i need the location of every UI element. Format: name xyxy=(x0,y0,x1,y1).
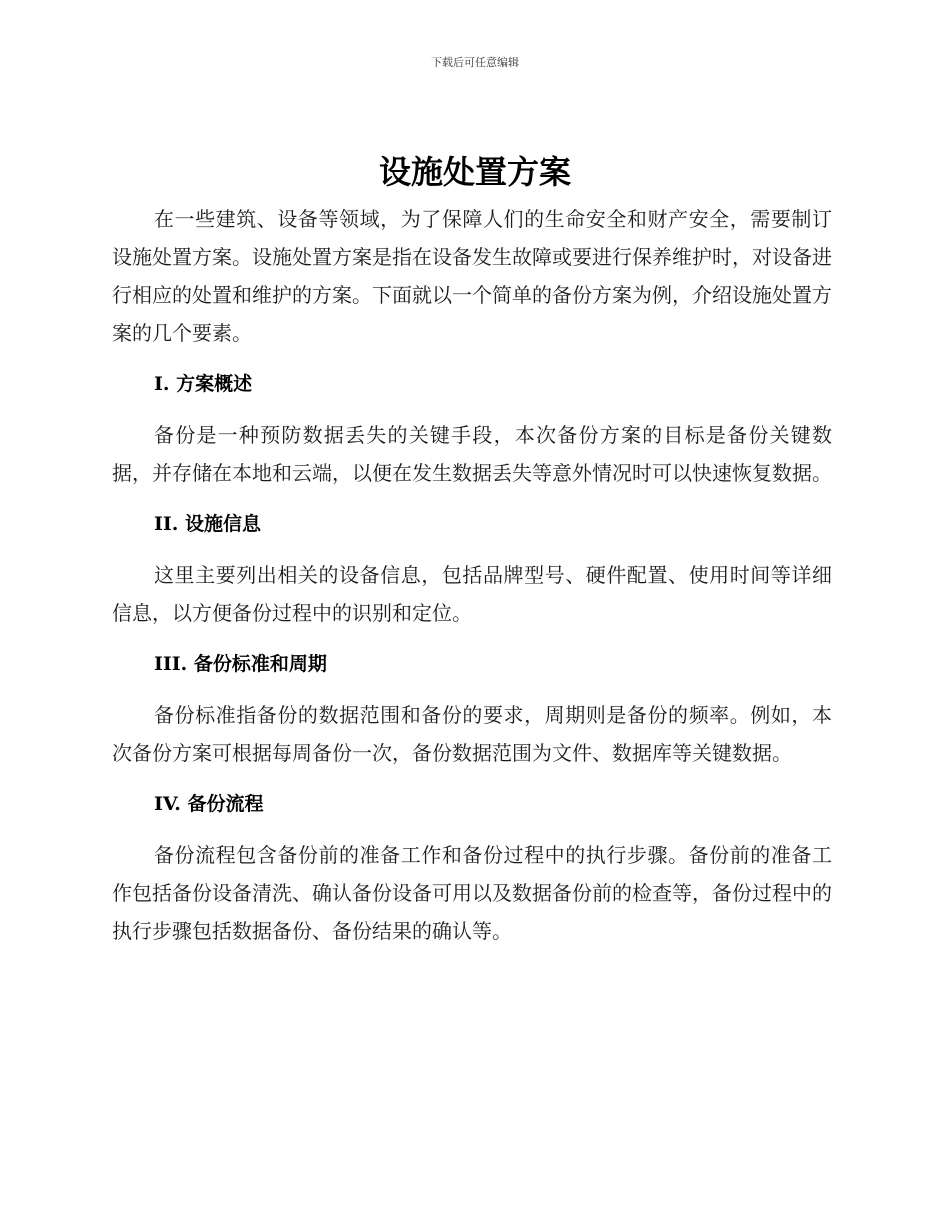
section-text-overview: 备份是一种预防数据丢失的关键手段，本次备份方案的目标是备份关键数据，并存储在本地和云端，以便在发生数据丢失等意外情况时可以快速恢复数据。 xyxy=(112,423,832,485)
section-text-facility-info: 这里主要列出相关的设备信息，包括品牌型号、硬件配置、使用时间等详细信息，以方便备份过程中的识别和定位。 xyxy=(112,563,832,625)
header-note: 下载后可任意编辑 xyxy=(431,56,519,69)
section-text-backup-process: 备份流程包含备份前的准备工作和备份过程中的执行步骤。备份前的准备工作包括备份设备清洗、确认备份设备可用以及数据备份前的检查等，备份过程中的执行步骤包括数据备份、备份结果的确认等。 xyxy=(112,843,832,943)
section-heading-standard-cycle: III. 备份标准和周期 xyxy=(154,653,327,675)
document-title: 设施处置方案 xyxy=(378,153,571,191)
section-heading-facility-info: II. 设施信息 xyxy=(154,513,262,535)
section-text-standard-cycle: 备份标准指备份的数据范围和备份的要求，周期则是备份的频率。例如，本次备份方案可根据每周备份一次，备份数据范围为文件、数据库等关键数据。 xyxy=(112,703,832,765)
section-heading-overview: I. 方案概述 xyxy=(154,373,253,395)
section-heading-backup-process: IV. 备份流程 xyxy=(154,793,264,815)
intro-paragraph: 在一些建筑、设备等领域，为了保障人们的生命安全和财产安全，需要制订设施处置方案。设施处置方案是指在设备发生故障或要进行保养维护时，对设备进行相应的处置和维护的方案。下面就以一个简单的备份方案为例，介绍设施处置方案的几个要素。 xyxy=(112,207,832,345)
document-body xyxy=(112,200,832,950)
